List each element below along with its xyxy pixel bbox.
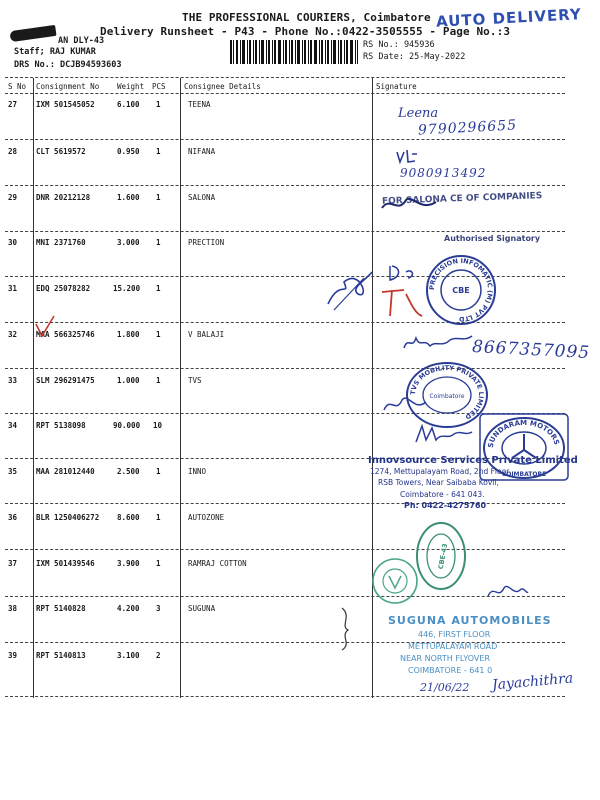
row-consignee: NIFANA <box>188 147 216 156</box>
row-consignment: IXM 501439546 <box>36 559 95 568</box>
row-consignee: PRECTION <box>188 238 225 247</box>
col-header-consignee: Consignee Details <box>184 82 261 91</box>
row32-signature <box>402 332 474 354</box>
precision-seal <box>424 253 498 327</box>
rs-number: RS No.: 945936 <box>363 40 435 50</box>
row-consignment: MNI 2371760 <box>36 238 86 247</box>
row-pcs: 1 <box>156 284 161 293</box>
row-consignee: RAMRAJ COTTON <box>188 559 247 568</box>
suguna-address-4: COIMBATORE - 641 0 <box>408 666 493 675</box>
row-consignment: RPT 5140813 <box>36 651 86 660</box>
seal-ring-text: PRECISION INFOMATIC (M) PVT LTD <box>427 256 495 324</box>
row-consignee: AUTOZONE <box>188 513 225 522</box>
redaction-mark <box>9 25 56 42</box>
table-bottom-rule <box>5 696 565 697</box>
row-consignee: TVS <box>188 376 202 385</box>
row-sno: 37 <box>8 559 18 568</box>
table-top-rule <box>5 77 565 78</box>
seal-city: COIMBATORE <box>501 471 547 478</box>
handwritten-date: 21/06/22 <box>420 681 470 694</box>
row-consignee: V BALAJI <box>188 330 225 339</box>
row-consignment: SLM 296291475 <box>36 376 95 385</box>
row-rule <box>5 231 565 232</box>
row-weight: 1.800 <box>117 330 140 339</box>
row-rule <box>5 596 565 597</box>
row-consignment: IXM 501545052 <box>36 100 95 109</box>
innovsource-company: Innovsource Services Private Limited <box>368 455 578 466</box>
row-sno: 39 <box>8 651 18 660</box>
row-consignment: RPT 5138098 <box>36 421 86 430</box>
row-consignment: CLT 5619572 <box>36 147 86 156</box>
row-weight: 3.900 <box>117 559 140 568</box>
row-rule <box>5 549 565 550</box>
suguna-address-2: METTUPALAYAM ROAD <box>408 642 498 651</box>
barcode <box>230 40 358 64</box>
row-pcs: 1 <box>156 376 161 385</box>
handwritten-phone: 9790296655 <box>417 117 518 139</box>
row-consignment: BLR 1250406272 <box>36 513 100 522</box>
divider-sno <box>33 78 34 698</box>
divider-consignee <box>180 78 181 698</box>
row-consignment: EDQ 25078282 <box>36 284 91 293</box>
seal-ring-text: TVS MOBILITY PRIVATE LIMITED <box>408 363 486 421</box>
row-pcs: 1 <box>156 513 161 522</box>
authorised-signatory-stamp: Authorised Signatory <box>444 234 541 243</box>
col-header-sno: S No <box>8 82 27 91</box>
row-sno: 34 <box>8 421 18 430</box>
handwritten-name: Leena <box>398 106 439 121</box>
row31-signature-scribble <box>320 258 380 318</box>
row-consignee: SALONA <box>188 193 216 202</box>
auto-delivery-stamp: AUTO DELIVERY <box>435 5 583 31</box>
col-header-weight: Weight <box>117 82 145 91</box>
seal-city: Coimbatore <box>429 393 465 400</box>
row-weight: 15.200 <box>113 284 141 293</box>
suguna-company: SUGUNA AUTOMOBILES <box>388 614 552 627</box>
row-pcs: 1 <box>156 193 161 202</box>
rs-date: RS Date: 25-May-2022 <box>363 52 466 62</box>
row37-signature <box>486 580 530 602</box>
row31-blue-initials <box>386 262 420 284</box>
row-sno: 35 <box>8 467 18 476</box>
handwritten-signature <box>395 148 419 166</box>
row-weight: 3.100 <box>117 651 140 660</box>
row-weight: 0.950 <box>117 147 140 156</box>
row38-bracket-mark <box>338 606 356 652</box>
branch-code: AN DLY-43 <box>58 36 105 46</box>
drs-number: DRS No.: DCJB94593603 <box>14 60 122 70</box>
row34-signature <box>412 422 474 448</box>
row-sno: 27 <box>8 100 18 109</box>
row-weight: 2.500 <box>117 467 140 476</box>
row-consignment: MAA 566325746 <box>36 330 95 339</box>
innovsource-address-2: RSB Towers, Near Saibaba Kovil, <box>378 478 499 487</box>
row-rule <box>5 139 565 140</box>
suguna-address-3: NEAR NORTH FLYOVER <box>400 654 491 663</box>
row-sno: 30 <box>8 238 18 247</box>
suguna-address-1: 446, FIRST FLOOR <box>418 630 491 639</box>
handwritten-phone: 9080913492 <box>400 166 487 180</box>
row31-red-mark <box>378 286 424 320</box>
col-header-pcs: PCS <box>152 82 166 91</box>
innovsource-address-3: Coimbatore - 641 043. <box>400 490 485 499</box>
row-sno: 32 <box>8 330 18 339</box>
seal-ring-text: SUNDARAM MOTORS <box>486 418 561 449</box>
row-weight: 90.000 <box>113 421 141 430</box>
row-sno: 36 <box>8 513 18 522</box>
row-pcs: 3 <box>156 604 161 613</box>
row-weight: 8.600 <box>117 513 140 522</box>
row-weight: 3.000 <box>117 238 140 247</box>
row-sno: 38 <box>8 604 18 613</box>
row-consignment: MAA 281012440 <box>36 467 95 476</box>
innovsource-phone: Ph: 0422-4275760 <box>404 501 487 510</box>
col-header-consignment: Consignment No <box>36 82 100 91</box>
row-sno: 29 <box>8 193 18 202</box>
row-consignee: INNO <box>188 467 207 476</box>
row-consignee: SUGUNA <box>188 604 216 613</box>
handwritten-name: Jayachithra <box>491 670 574 694</box>
row-pcs: 1 <box>156 100 161 109</box>
row-pcs: 10 <box>153 421 163 430</box>
row-consignment: RPT 5140828 <box>36 604 86 613</box>
red-tick-mark <box>34 314 58 340</box>
row-weight: 1.000 <box>117 376 140 385</box>
row-sno: 33 <box>8 376 18 385</box>
innovsource-address-1: 1274, Mettupalayam Road, 2nd Floor, <box>370 467 512 476</box>
runsheet-title: Delivery Runsheet - P43 - Phone No.:0422-3505555 - Page No.:3 <box>100 25 511 38</box>
staff-name: Staff; RAJ KUMAR <box>14 47 96 57</box>
row-weight: 1.600 <box>117 193 140 202</box>
row-sno: 28 <box>8 147 18 156</box>
row-sno: 31 <box>8 284 18 293</box>
seal-city: CBE <box>452 286 470 295</box>
row-pcs: 1 <box>156 147 161 156</box>
row-pcs: 1 <box>156 238 161 247</box>
row-consignee: TEENA <box>188 100 211 109</box>
green-seal <box>414 520 468 592</box>
row-pcs: 1 <box>156 559 161 568</box>
row-weight: 6.100 <box>117 100 140 109</box>
row33-signature <box>380 390 430 420</box>
company-title: THE PROFESSIONAL COURIERS, Coimbatore <box>182 11 431 24</box>
row-consignment: DNR 20212128 <box>36 193 91 202</box>
row-pcs: 1 <box>156 467 161 476</box>
row-pcs: 1 <box>156 330 161 339</box>
stamp-signature-scribble <box>380 194 440 216</box>
green-round-seal <box>370 556 420 606</box>
row-rule <box>5 185 565 186</box>
handwritten-phone: 8667357095 <box>471 336 591 364</box>
col-header-signature: Signature <box>376 82 417 91</box>
row-weight: 4.200 <box>117 604 140 613</box>
table-header-rule <box>5 93 565 94</box>
seal-city: CBE-43 <box>436 542 450 570</box>
row-pcs: 2 <box>156 651 161 660</box>
company-stamp: FOR SALONA CE OF COMPANIES <box>381 191 543 207</box>
